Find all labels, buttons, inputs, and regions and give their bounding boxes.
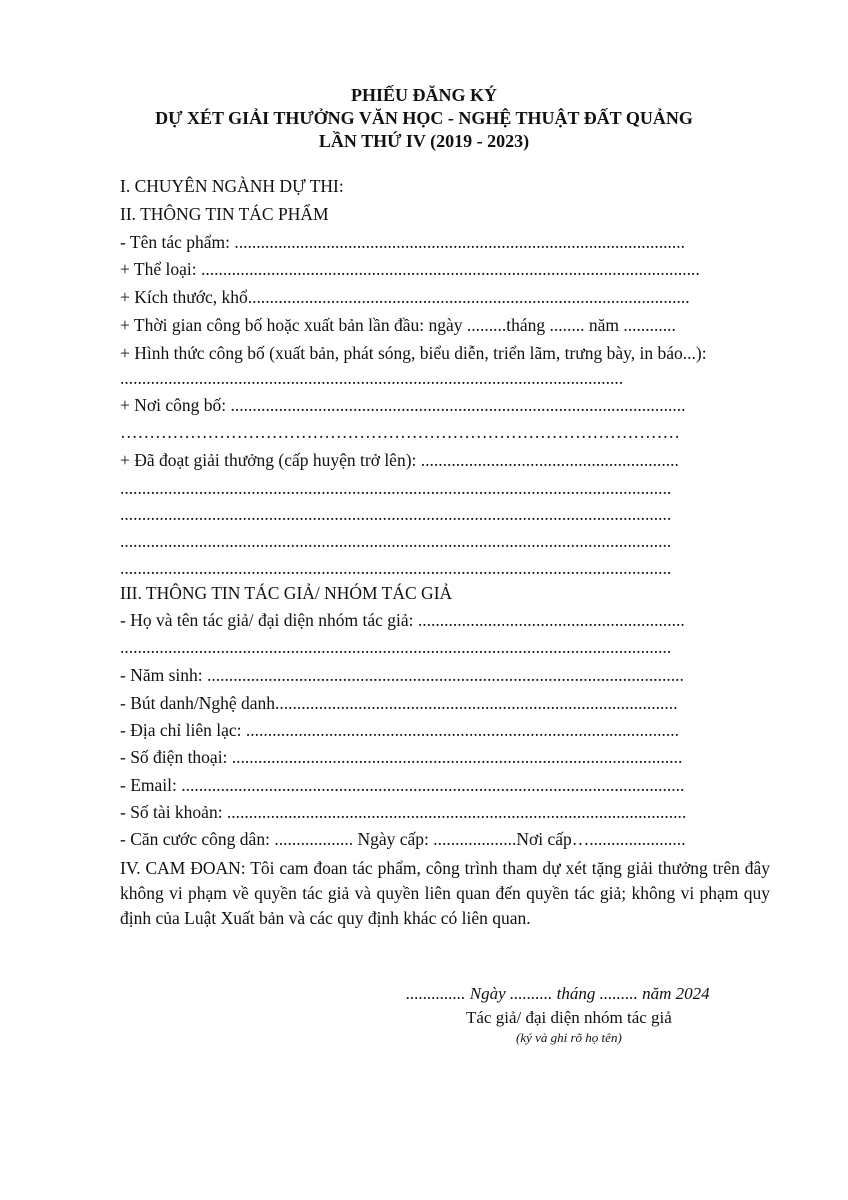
section-2-heading: II. THÔNG TIN TÁC PHẨM [120, 204, 329, 224]
phone-field: - Số điện thoại: ....................................................................................................... [120, 747, 683, 767]
work-title-field: - Tên tác phẩm: ....................................................................................................... [120, 232, 685, 252]
publish-place-field: + Nơi công bố: ........................................................................................................ [120, 395, 686, 415]
publish-time-field: + Thời gian công bố hoặc xuất bản lần đầu: ngày .........tháng ........ năm ............ [120, 315, 676, 335]
signature-date: .............. Ngày .......... tháng ......... năm 2024 [406, 984, 710, 1003]
section-3-heading: III. THÔNG TIN TÁC GIẢ/ NHÓM TÁC GIẢ [120, 583, 453, 603]
signature-role: Tác giả/ đại diện nhóm tác giả [466, 1008, 672, 1027]
size-field: + Kích thước, khổ..................................................................................................... [120, 287, 690, 307]
awards-continuation-1: .............................................................................................................................. [120, 478, 672, 498]
signature-note: (ký và ghi rõ họ tên) [516, 1030, 622, 1045]
author-name-continuation: .............................................................................................................................. [120, 637, 672, 657]
form-edition: LẦN THỨ IV (2019 - 2023) [318, 131, 530, 151]
commitment-paragraph: IV. CAM ĐOAN: Tôi cam đoan tác phẩm, công trình tham dự xét tặng giải thưởng trên đây không vi phạm về quyền tác giả và quyền liên quan đến quyền tác giả; không vi phạm quy định của Luật Xuất bản và các quy định khác có liên quan. [120, 858, 770, 928]
bank-account-field: - Số tài khoản: ......................................................................................................... [120, 802, 687, 822]
section-1-heading: I. CHUYÊN NGÀNH DỰ THI: [120, 176, 344, 196]
form-subtitle: DỰ XÉT GIẢI THƯỞNG VĂN HỌC - NGHỆ THUẬT ĐẤT QUẢNG [155, 108, 693, 128]
pen-name-field: - Bút danh/Nghệ danh............................................................................................ [120, 693, 678, 713]
form-title: PHIẾU ĐĂNG KÝ [350, 85, 497, 105]
publish-place-continuation: …………………………………………………………………………………… [120, 422, 680, 442]
author-name-field: - Họ và tên tác giả/ đại diện nhóm tác giả: ............................................................. [120, 610, 685, 630]
awards-continuation-2: .............................................................................................................................. [120, 504, 672, 524]
publish-form-field: + Hình thức công bố (xuất bản, phát sóng, biểu diễn, triển lãm, trưng bày, in báo...): [120, 343, 707, 363]
address-field: - Địa chỉ liên lạc: ................................................................................................... [120, 720, 679, 740]
genre-field: + Thể loại: .................................................................................................................. [120, 259, 700, 279]
publish-form-continuation: ................................................................................................................... [120, 368, 624, 388]
awards-field: + Đã đoạt giải thưởng (cấp huyện trở lên): ........................................................... [120, 450, 679, 470]
birth-year-field: - Năm sinh: ............................................................................................................. [120, 665, 684, 685]
id-card-field: - Căn cước công dân: .................. Ngày cấp: ...................Nơi cấp…...................... [120, 829, 686, 849]
email-field: - Email: ................................................................................................................... [120, 775, 685, 795]
awards-continuation-3: .............................................................................................................................. [120, 531, 672, 551]
awards-continuation-4: .............................................................................................................................. [120, 558, 672, 578]
